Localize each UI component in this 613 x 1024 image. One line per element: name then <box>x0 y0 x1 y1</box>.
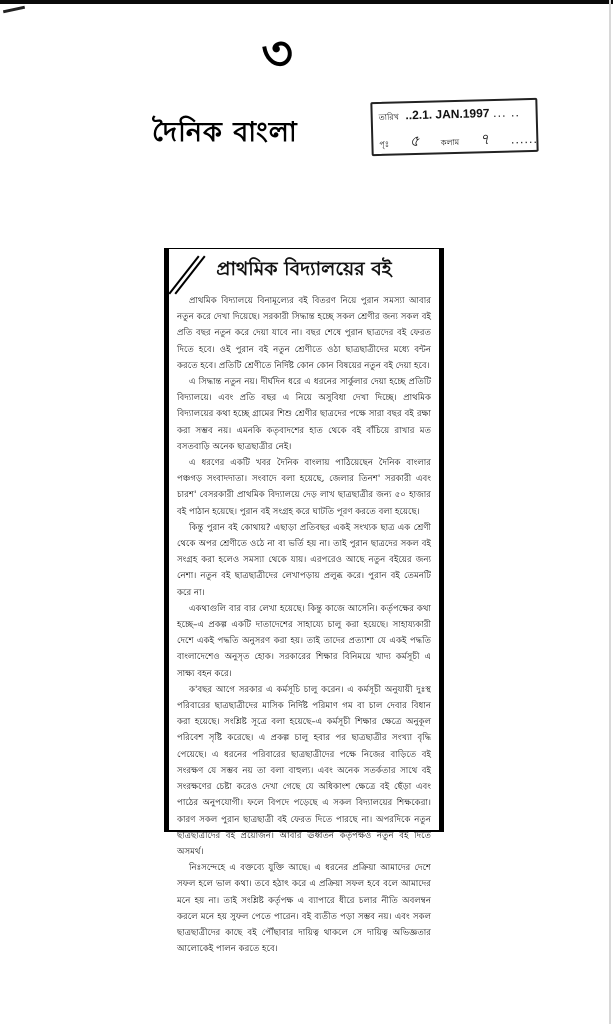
article-paragraph: নিঃসন্দেহে এ বক্তব্যে যুক্তি আছে। এ ধরনের প্রক্রিয়া আমাদের দেশে সফল হলে ভাল কথা। তবে হঠাৎ করে এ প্রক্রিয়া সফল হবে বলে আমাদের মনে হয় না। তাই সংশ্লিষ্ট কর্তৃপক্ষ এ ব্যাপারে ধীরে চলার নীতি অবলম্বন করলে মনে হয় সুফল পেতে পারেন। বই ব্যতীত পড়া সম্ভব নয়। এবং সকল ছাত্রছাত্রীদের কাছে বই পৌঁছাবার দায়িত্ব থাকলে সে দায়িত্ব অভিজ্ঞতার আলোকেই পালন করতে হবে। <box>177 863 431 955</box>
article-paragraph: এ সিদ্ধান্ত নতুন নয়। দীর্ঘদিন ধরে এ ধরনের সার্কুলার দেয়া হচ্ছে প্রতিটি বিদ্যালয়ে। এবং প্রতি বছর এ নিয়ে অসুবিধা দেখা দিচ্ছে। প্রাথমিক বিদ্যালয়ের কথা হচ্ছে গ্রামের শিশু শ্রেণীর ছাত্রদের পক্ষে সারা বছর বই রক্ষা করা সম্ভব নয়। এমনকি কতৃবাদশের হাত থেকে বই বাঁচিয়ে রাখার মত বসতবাড়ি অনেক ছাত্রছাত্রীর নেই। <box>177 377 431 452</box>
date-stamp <box>370 98 538 156</box>
pen-slash-mark <box>174 255 205 294</box>
article-paragraph: প্রাথমিক বিদ্যালয়ে বিনামূল্যের বই বিতরণ নিয়ে পুরান সমস্যা আবার নতুন করে দেখা দিয়েছে। সরকারী সিদ্ধান্ত হচ্ছে সকল শ্রেণীর জন্য সকল বই প্রতি বছর নতুন করে দেয়া যাবে না। বছর শেষে পুরান ছাত্রদের বই ফেরত দিতে হবে। ওই পুরান বই নতুন শ্রেণীতে ওঠা ছাত্রছাত্রীদের মধ্যে বন্টন করতে হবে। প্রতিটি শ্রেণীতে নির্দিষ্ট কোন কোন বিষয়ের নতুন বই দেয়া হবে। <box>177 296 431 371</box>
scan-right-edge <box>609 0 611 1024</box>
stamp-column-trail: ...... <box>510 132 539 147</box>
article-paragraph: কিন্তু পুরান বই কোথায়? এছাড়া প্রতিবছর একই সংখ্যক ছাত্র এক শ্রেণী থেকে অপর শ্রেণীতে ওঠে না বা ভর্তি হয় না। তাই পুরান ছাত্রদের সকল বই সংগ্রহ করা হলেও সমস্যা থেকে যায়। এরপরেও আছে নতুন বইয়ের জন্য নেশা। নতুন বই ছাত্রছাত্রীদের লেখাপড়ায় প্রলুব্ধ করে। পুরান বই তেমনটি করে না। <box>177 522 431 598</box>
newspaper-clipping <box>164 248 444 955</box>
pen-slash-mark <box>168 255 199 294</box>
stamp-date-label: তারিখ <box>378 112 400 122</box>
stamp-date-row <box>379 105 521 125</box>
article-headline-wrap <box>177 255 431 287</box>
scan-top-edge <box>0 0 613 4</box>
article-paragraph: একথাগুলি বার বার লেখা হয়েছে। কিন্তু কাজে আসেনি। কর্তৃপক্ষের কথা হচ্ছে–এ প্রকল্প একটি দাতাদেশের সাহায্যে চালু করা হয়েছে। সাহায্যকারী দেশে একই পদ্ধতি অনুসরণ করা হয়। তাই তাদের প্রত্যাশা যে একই পদ্ধতি বাংলাদেশেও অনুসৃত হোক। সরকারের শিক্ষার বিনিময়ে খাদ্য কর্মসূচী এ সাক্ষ্য বহন করে। <box>177 603 431 679</box>
article-headline: প্রাথমিক বিদ্যালয়ের বই <box>216 258 392 280</box>
stamp-column-value: ৭ <box>479 130 490 149</box>
stamp-column-label: কলাম <box>440 137 460 148</box>
article-paragraph: এ ধরণের একটি খবর দৈনিক বাংলায় পাঠিয়েছেন দৈনিক বাংলার পঞ্চগড় সংবাদদাতা। সংবাদে বলা হয়েছে, জেলার তিনশ' সরকারী এবং চারশ' বেসরকারী প্রাথমিক বিদ্যালয়ে দেড় লাখ ছাত্রছাত্রীর জন্য ৫০ হাজার বই পাঠান হয়েছে। পুরান বই সংগ্রহ করে ঘাটতি পূরণ করতে বলা হয়েছে। <box>177 458 431 517</box>
stamp-date-value: ..2.1. JAN.1997 <box>405 106 490 123</box>
newspaper-masthead: দৈনিক বাংলা <box>152 117 298 148</box>
stamp-page-value: ৫ <box>409 131 420 151</box>
handwritten-page-number: ৩ <box>259 24 295 84</box>
stamp-date-trail: ... .. <box>492 106 521 120</box>
article-paragraph: ক'বছর আগে সরকার এ কর্মসূচি চালু করেন। এ কর্মসূচী অনুযায়ী দুঃস্থ পরিবারের ছাত্রছাত্রীদের মাসিক নির্দিষ্ট পরিমাণ গম বা চাল দেবার বিধান করা হয়েছে। সংশ্লিষ্ট সূত্রে বলা হয়েছে–এ কর্মসূচী শিক্ষার ক্ষেত্রে অনুকূল পরিবেশ সৃষ্টি করেছে। এ প্রকল্প চালু হবার পর ছাত্রছাত্রীর সংখ্যা বৃদ্ধি পেয়েছে। এ ধরনের পরিবারের ছাত্রছাত্রীদের পক্ষে নিজের বাড়িতে বই সংরক্ষণ যে সম্ভব নয় তা বলা বাহুল্য। এবং অনেক সতর্কতার সাথে বই সংরক্ষণের চেষ্টা করেও দেখা গেছে যে অধিকাংশ ক্ষেত্রে বই ছেঁড়া এবং পাঠের অনুপযোগী। ফলে বিপদে পড়েছে এ সকল বিদ্যালয়ের শিক্ষকেরা। কারণ সকল পুরান ছাত্রছাত্রী বই ফেরত দিতে পারছে না। অপরদিকে নতুন ছাত্রছাত্রীদের বই প্রয়োজন। আবার ঊর্ধ্বতন কর্তৃপক্ষও নতুন বই দিতে অসমর্থ। <box>177 684 431 857</box>
stamp-page-row <box>379 127 538 156</box>
corner-pen-mark <box>3 6 25 14</box>
stamp-page-label: পৃঃ <box>379 139 390 149</box>
